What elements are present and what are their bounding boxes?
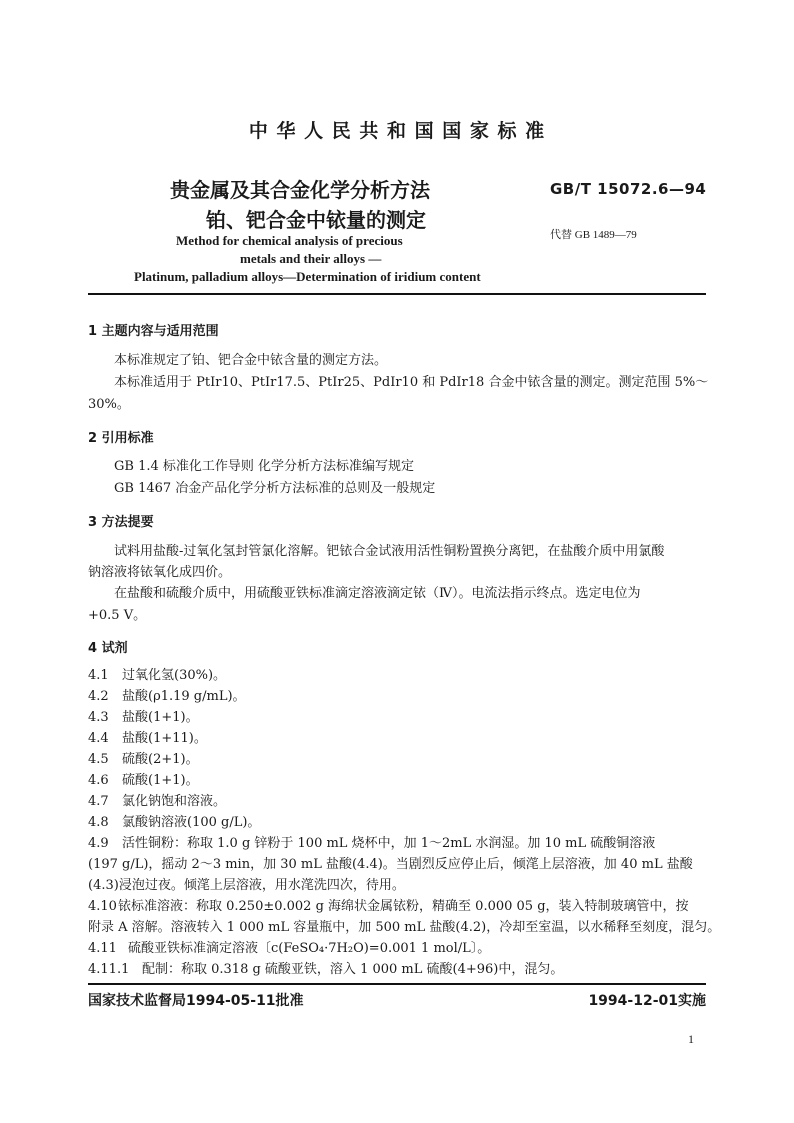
reagent-item-4-9-cont: (197 g/L)，摇动 2～3 min，加 30 mL 盐酸(4.4)。当剧烈反应停止后，倾滗上层溶液，加 40 mL 盐酸 [88,857,693,872]
reagent-number: 4.4 [88,731,109,746]
reagent-item [88,793,226,810]
reagent-text: 盐酸(1+1)。 [122,710,199,725]
reagent-number: 4.10 [88,899,117,914]
section-1-heading: 1 主题内容与适用范围 [88,324,219,339]
reagent-number: 4.1 [88,668,109,683]
reagent-item [88,667,226,684]
reagent-text: 过氧化氢(30%)。 [122,668,227,683]
reagent-item-4-10-cont: 附录 A 溶解。溶液转入 1 000 mL 容量瓶中，加 500 mL 盐酸(4.2)，冷却至室温，以水稀释至刻度，混匀。 [88,920,721,935]
reagent-text: 硫酸(1+1)。 [122,773,199,788]
title-en-line-2: metals and their alloys — [240,251,382,266]
reagent-item [88,730,207,747]
reagent-number: 4.11 [88,941,117,956]
reagent-item-4-11 [88,940,490,957]
page-number: 1 [688,1032,694,1046]
section-3-para-1-cont: 钠溶液将铱氧化成四价。 [88,565,232,580]
section-3-para-2-cont: +0.5 V。 [88,608,147,623]
reagent-text: 活性铜粉：称取 1.0 g 锌粉于 100 mL 烧杯中，加 1～2mL 水润湿。加 10 mL 硫酸铜溶液 [122,836,656,851]
section-1-para-2: 本标准适用于 PtIr10、PtIr17.5、PtIr25、PdIr10 和 PdIr18 合金中铱含量的测定。测定范围 5%～ [114,375,709,390]
reagent-item [88,751,199,768]
reagent-text: 硫酸亚铁标准滴定溶液〔c(FeSO₄·7H₂O)=0.001 1 mol/L〕。 [128,941,491,956]
approval-date: 国家技术监督局1994-05-11批准 [88,993,304,1009]
reagent-number: 4.5 [88,752,109,767]
reagent-text: 盐酸(ρ1.19 g/mL)。 [122,689,246,704]
reagent-item-4-9 [88,835,655,852]
reagent-text: 硫酸(2+1)。 [122,752,199,767]
standard-number: GB/T 15072.6—94 [550,180,707,198]
replaces-standard: 代替 GB 1489—79 [550,229,637,241]
reagent-text: 氯化钠饱和溶液。 [122,794,227,809]
reagent-item-4-11-1 [88,961,563,978]
header-rule [88,293,706,295]
reagent-item [88,709,199,726]
reagent-item-4-9-cont: (4.3)浸泡过夜。倾滗上层溶液，用水滗洗四次，待用。 [88,878,405,893]
section-3-heading: 3 方法提要 [88,515,154,530]
section-4-heading: 4 试剂 [88,641,128,656]
section-1-para-1: 本标准规定了铂、钯合金中铱含量的测定方法。 [114,353,388,368]
reagent-number: 4.2 [88,689,109,704]
title-en-line-3: Platinum, palladium alloys—Determination of iridium content [134,269,481,284]
reagent-item [88,814,260,831]
reagent-number: 4.6 [88,773,109,788]
effective-date: 1994-12-01实施 [588,993,706,1009]
reference-item: GB 1467 冶金产品化学分析方法标准的总则及一般规定 [114,481,436,496]
reagent-number: 4.3 [88,710,109,725]
issuing-authority: 中 华 人 民 共 和 国 国 家 标 准 [248,120,546,142]
reagent-text: 铱标准溶液：称取 0.250±0.002 g 海绵状金属铱粉，精确至 0.000 05 g，装入特制玻璃管中，按 [118,899,689,914]
reagent-number: 4.7 [88,794,109,809]
title-cn-line-2: 铂、钯合金中铱量的测定 [206,208,426,232]
reagent-item [88,772,199,789]
section-3-para-1: 试料用盐酸-过氧化氢封管氯化溶解。钯铱合金试液用活性铜粉置换分离钯，在盐酸介质中用氯酸 [114,544,665,559]
footer-rule [88,983,706,985]
reference-item: GB 1.4 标准化工作导则 化学分析方法标准编写规定 [114,459,415,474]
title-en-line-1: Method for chemical analysis of precious [176,233,403,248]
reagent-text: 氯酸钠溶液(100 g/L)。 [122,815,261,830]
section-2-heading: 2 引用标准 [88,431,154,446]
reagent-number: 4.8 [88,815,109,830]
reagent-text: 配制：称取 0.318 g 硫酸亚铁，溶入 1 000 mL 硫酸(4+96)中，混匀。 [142,962,564,977]
reagent-item [88,688,246,705]
reagent-number: 4.11.1 [88,962,130,977]
reagent-number: 4.9 [88,836,109,851]
section-1-para-2-cont: 30%。 [88,397,130,412]
title-cn-line-1: 贵金属及其合金化学分析方法 [170,178,430,202]
reagent-text: 盐酸(1+11)。 [122,731,207,746]
reagent-item-4-10 [88,898,689,915]
section-3-para-2: 在盐酸和硫酸介质中，用硫酸亚铁标准滴定溶液滴定铱（Ⅳ）。电流法指示终点。选定电位为 [114,586,641,601]
